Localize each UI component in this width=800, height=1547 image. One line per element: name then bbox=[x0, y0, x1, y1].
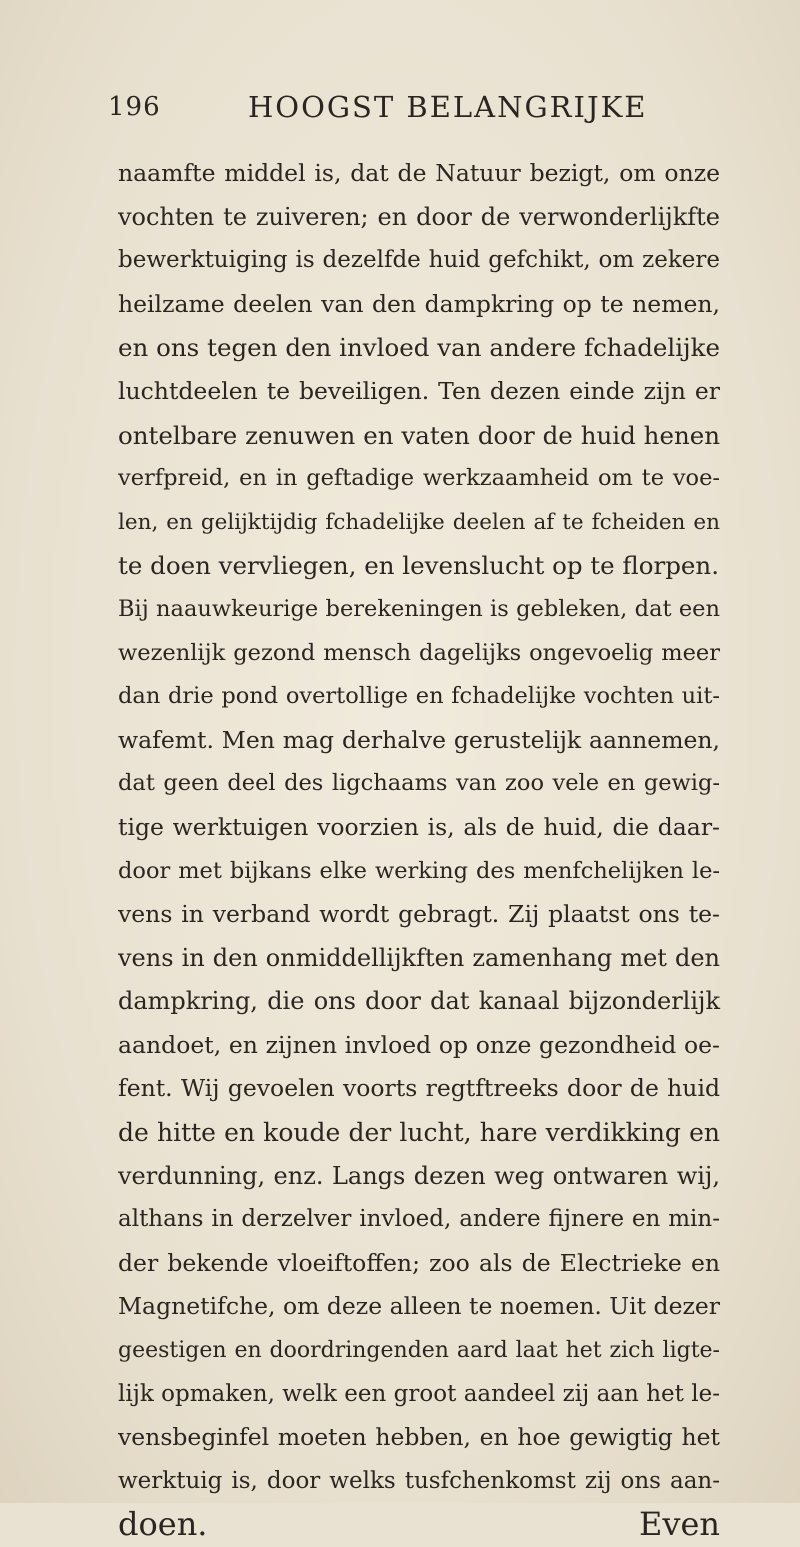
text-line: heilzame deelen van den dampkring op te nemen, bbox=[118, 289, 720, 318]
text-line: de hitte en koude der lucht, hare verdikking en bbox=[118, 1118, 720, 1148]
text-line: dampkring, die ons door dat kanaal bijzonderlijk bbox=[118, 987, 720, 1016]
final-line bbox=[118, 1503, 720, 1547]
text-line: der bekende vloeiftoffen; zoo als de Electrieke en bbox=[118, 1248, 720, 1277]
text-line: vens in den onmiddellijkften zamenhang met den bbox=[118, 943, 720, 972]
text-line: en ons tegen den invloed van andere fchadelijke bbox=[118, 333, 720, 363]
text-line: althans in derzelver invloed, andere fijnere en min- bbox=[118, 1206, 720, 1233]
text-line: tige werktuigen voorzien is, als de huid, die daar- bbox=[118, 812, 720, 841]
text-line: wafemt. Men mag derhalve gerustelijk aannemen, bbox=[118, 725, 720, 754]
text-line: dan drie pond overtollige en fchadelijke vochten uit- bbox=[118, 683, 720, 710]
text-line: fent. Wij gevoelen voorts regtftreeks door de huid bbox=[118, 1074, 720, 1103]
text-line: dat geen deel des ligchaams van zoo vele en gewig- bbox=[118, 770, 720, 797]
text-line: vochten te zuiveren; en door de verwonderlijkfte bbox=[118, 202, 720, 231]
catchword: Even bbox=[639, 1505, 720, 1544]
text-line: ontelbare zenuwen en vaten door de huid henen bbox=[118, 420, 720, 450]
text-line: verdunning, enz. Langs dezen weg ontwaren wij, bbox=[118, 1161, 720, 1190]
running-head: HOOGST BELANGRIJKE bbox=[248, 90, 648, 124]
text-line: Magnetifche, om deze alleen te noemen. Uit dezer bbox=[118, 1292, 721, 1321]
text-line: wezenlijk gezond mensch dagelijks ongevoelig meer bbox=[118, 639, 720, 666]
text-line: verfpreid, en in geftadige werkzaamheid om te voe- bbox=[118, 465, 720, 492]
text-line: te doen vervliegen, en levenslucht op te florpen. bbox=[118, 551, 719, 581]
text-line: len, en gelijktijdig fchadelijke deelen af te fcheiden en bbox=[118, 509, 720, 535]
text-line: door met bijkans elke werking des menfchelijken le- bbox=[118, 857, 720, 884]
final-line-text: doen. bbox=[118, 1505, 208, 1544]
text-line: vens in verband wordt gebragt. Zij plaatst ons te- bbox=[118, 900, 720, 929]
text-line: luchtdeelen te beveiligen. Ten dezen einde zijn er bbox=[118, 376, 720, 405]
text-line: bewerktuiging is dezelfde huid gefchikt, om zekere bbox=[118, 247, 720, 274]
text-line: lijk opmaken, welk een groot aandeel zij aan het le- bbox=[118, 1380, 720, 1407]
text-line: aandoet, en zijnen invloed op onze gezondheid oe- bbox=[118, 1030, 720, 1059]
text-line: Bij naauwkeurige berekeningen is gebleken, dat een bbox=[118, 595, 720, 622]
body-text bbox=[118, 152, 720, 1547]
page-header bbox=[108, 92, 728, 132]
page-number: 196 bbox=[108, 92, 161, 122]
text-line: naamfte middel is, dat de Natuur bezigt, om onze bbox=[118, 159, 720, 187]
text-line: geestigen en doordringenden aard laat het zich ligte- bbox=[118, 1338, 720, 1364]
text-line: werktuig is, door welks tusfchenkomst zij ons aan- bbox=[118, 1467, 720, 1494]
text-line: vensbeginfel moeten hebben, en hoe gewigtig het bbox=[118, 1423, 720, 1452]
